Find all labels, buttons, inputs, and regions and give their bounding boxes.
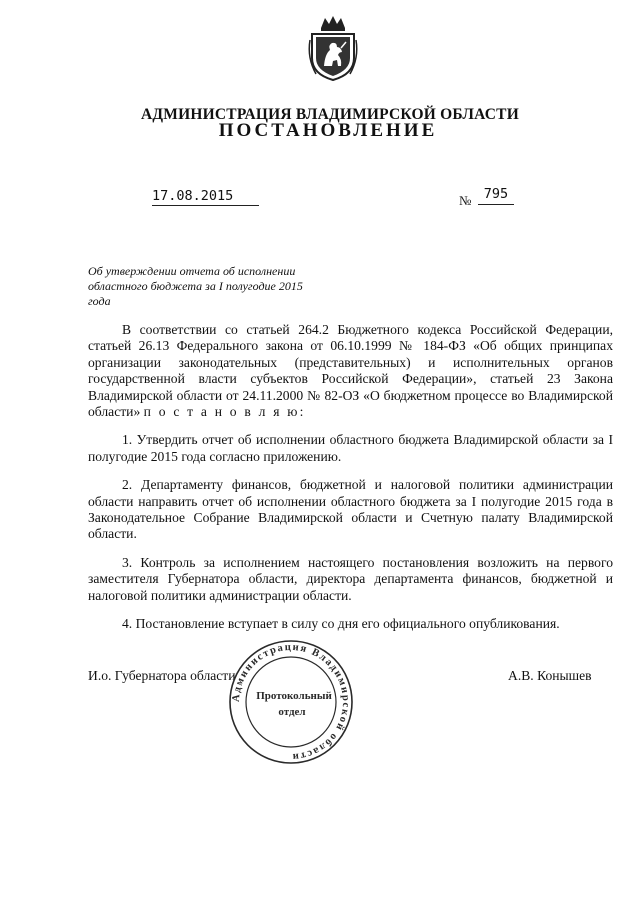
stamp-ring-text: Администрация Владимирской области — [230, 641, 352, 763]
document-type-title: ПОСТАНОВЛЕНИЕ — [218, 120, 438, 141]
item-3: 3. Контроль за исполнением настоящего постановления возложить на первого заместителя Губернатора области, директора департамента финансов, бюджетной и налоговой политики администрации области. — [88, 554, 613, 603]
svg-text:Администрация Владимирской обл — [231, 642, 351, 762]
coat-of-arms-icon — [306, 14, 360, 82]
organization-name: АДМИНИСТРАЦИЯ ВЛАДИМИРСКОЙ ОБЛАСТИ — [141, 106, 519, 123]
number-label: № — [459, 193, 472, 208]
item-1: 1. Утвердить отчет об исполнении областного бюджета Владимирской области за I полугодие 2015 года согласно приложению. — [88, 432, 613, 464]
document-date: 17.08.2015 — [152, 188, 259, 206]
signatory-title: И.о. Губернатора области — [88, 668, 236, 683]
office-stamp — [226, 637, 356, 767]
document-subject: Об утверждении отчета об исполнении областного бюджета за I полугодие 2015 года — [88, 264, 303, 308]
stamp-inner-line1: Протокольный — [256, 690, 332, 702]
stamp-inner-line2: отдел — [278, 706, 306, 718]
document-body — [88, 322, 613, 633]
item-4: 4. Постановление вступает в силу со дня его официального опубликования. — [122, 616, 560, 632]
resolve-word: п о с т а н о в л я ю: — [143, 404, 306, 420]
preamble-paragraph — [88, 322, 613, 420]
preamble-text: В соответствии со статьей 264.2 Бюджетного кодекса Российской Федерации, статьей 26.13 Федерального закона от 06.10.1999 № 184-ФЗ «Об общих принципах организации законодательных (представительных) и исполнительных органов государственной власти субъектов Российской Федерации», статьей 23 Закона Владимирской области от 24.11.2000 № 82-ОЗ «О бюджетном процессе во Владимирской области» — [88, 322, 613, 420]
document-number: 795 — [478, 186, 514, 205]
item-2: 2. Департаменту финансов, бюджетной и налоговой политики администрации области направить отчет об исполнении областного бюджета за I полугодие 2015 года в Законодательное Собрание Владимирской области и Счетную палату Владимирской области. — [88, 477, 613, 542]
signatory-name: А.В. Конышев — [508, 668, 592, 683]
